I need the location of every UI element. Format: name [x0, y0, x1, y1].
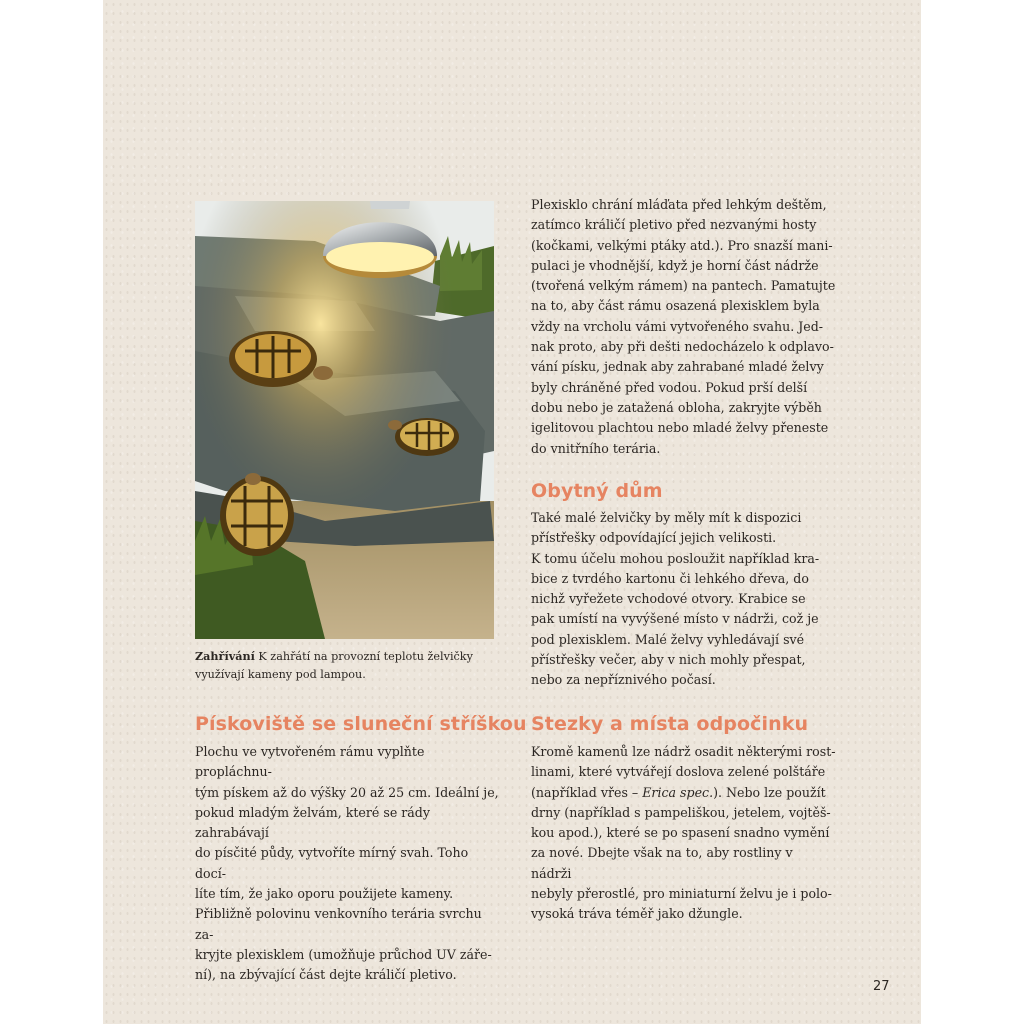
section-heading-paths: Stezky a místa odpočinku [531, 713, 809, 735]
text-line: pak umístí na vyvýšené místo v nádrži, což je [531, 611, 819, 627]
section-body-house [531, 508, 836, 691]
text-line [531, 783, 836, 803]
text-line: pokud mladým želvám, které se rády zahrabávají [195, 804, 430, 841]
text-line: přístřešky večer, aby v nich mohly přespat, [531, 652, 806, 668]
text-line: igelitovou plachtou nebo mladé želvy přeneste [531, 420, 829, 436]
section-body-paths [531, 742, 836, 925]
text-line: přístřešky odpovídající jejich velikosti. [531, 530, 777, 546]
page-number: 27 [873, 979, 890, 994]
section-heading-sandbox: Pískoviště se sluneční stříškou [195, 713, 527, 735]
text-line: dobu nebo je zatažená obloha, zakryjte výběh [531, 399, 822, 415]
text-line: Plochu ve vytvořeném rámu vyplňte propláchnu- [195, 744, 425, 780]
text-line: nebo za nepříznivého počasí. [531, 672, 716, 688]
text-line: nebyly přerostlé, pro miniaturní želvu je i polo- [531, 886, 832, 902]
text-line: vysoká tráva téměř jako džungle. [531, 906, 743, 922]
text-line: bice z tvrdého kartonu či lehkého dřeva, do [531, 570, 809, 586]
text-line: Kromě kamenů lze nádrž osadit některými rost- [531, 744, 836, 759]
section-body-sandbox [195, 742, 500, 986]
text-line: vždy na vrcholu vámi vytvořeného svahu. Jed- [531, 318, 824, 334]
text-line: Plexisklo chrání mláďata před lehkým deštěm, [531, 197, 827, 212]
text-line: nichž vyřežete vchodové otvory. Krabice se [531, 591, 806, 607]
text-line: kryjte plexisklem (umožňuje průchod UV záře- [195, 946, 492, 962]
text-line: do písčité půdy, vytvoříte mírný svah. Toho docí- [195, 845, 469, 881]
text-line: Přibližně polovinu venkovního terária svrchu za- [195, 906, 482, 942]
caption-title: Zahřívání [195, 649, 255, 663]
tortoise-photo [195, 201, 494, 639]
caption-text: K zahřátí na provozní teplotu želvičky využívají kameny pod lampou. [195, 650, 473, 681]
text-line: linami, které vytvářejí doslova zelené polštáře [531, 764, 826, 780]
text-line: K tomu účelu mohou posloužit například kra- [531, 550, 820, 566]
text-line: vání písku, jednak aby zahrabané mladé želvy [531, 359, 824, 375]
text-line: pod plexisklem. Malé želvy vyhledávají své [531, 631, 805, 647]
text-line: drny (například s pampeliškou, jetelem, vojtěš- [531, 804, 831, 820]
photo-caption [195, 647, 495, 684]
text-line: Také malé želvičky by měly mít k dispozici [531, 510, 802, 525]
text-line: za nové. Dbejte však na to, aby rostliny v nádrži [531, 845, 793, 881]
text-line: na to, aby část rámu osazená plexisklem byla [531, 298, 820, 314]
text-line: do vnitřního terária. [531, 440, 661, 456]
text-line: (kočkami, velkými ptáky atd.). Pro snazší mani- [531, 237, 833, 253]
text-line: ní), na zbývající část dejte králičí pletivo. [195, 967, 457, 983]
section-heading-house: Obytný dům [531, 480, 663, 502]
intro-paragraph [531, 195, 836, 459]
text-segment: (například vřes – [531, 784, 643, 800]
species-name: Erica spec. [642, 784, 714, 800]
text-segment: ). Nebo lze použít [713, 784, 826, 800]
text-line: byly chráněné před vodou. Pokud prší delší [531, 379, 808, 395]
tortoises-under-lamp-image [195, 201, 494, 639]
text-line: zatímco králičí pletivo před nezvanými hosty [531, 217, 817, 233]
text-line: kou apod.), které se po spasení snadno vymění [531, 825, 830, 841]
text-line: pulaci je vhodnější, když je horní část nádrže [531, 257, 819, 273]
text-line: tým pískem až do výšky 20 až 25 cm. Ideální je, [195, 784, 499, 800]
text-line: (tvořená velkým rámem) na pantech. Pamatujte [531, 278, 836, 294]
text-line: nak proto, aby při dešti nedocházelo k odplavo- [531, 339, 834, 355]
text-line: líte tím, že jako oporu použijete kameny. [195, 886, 454, 902]
